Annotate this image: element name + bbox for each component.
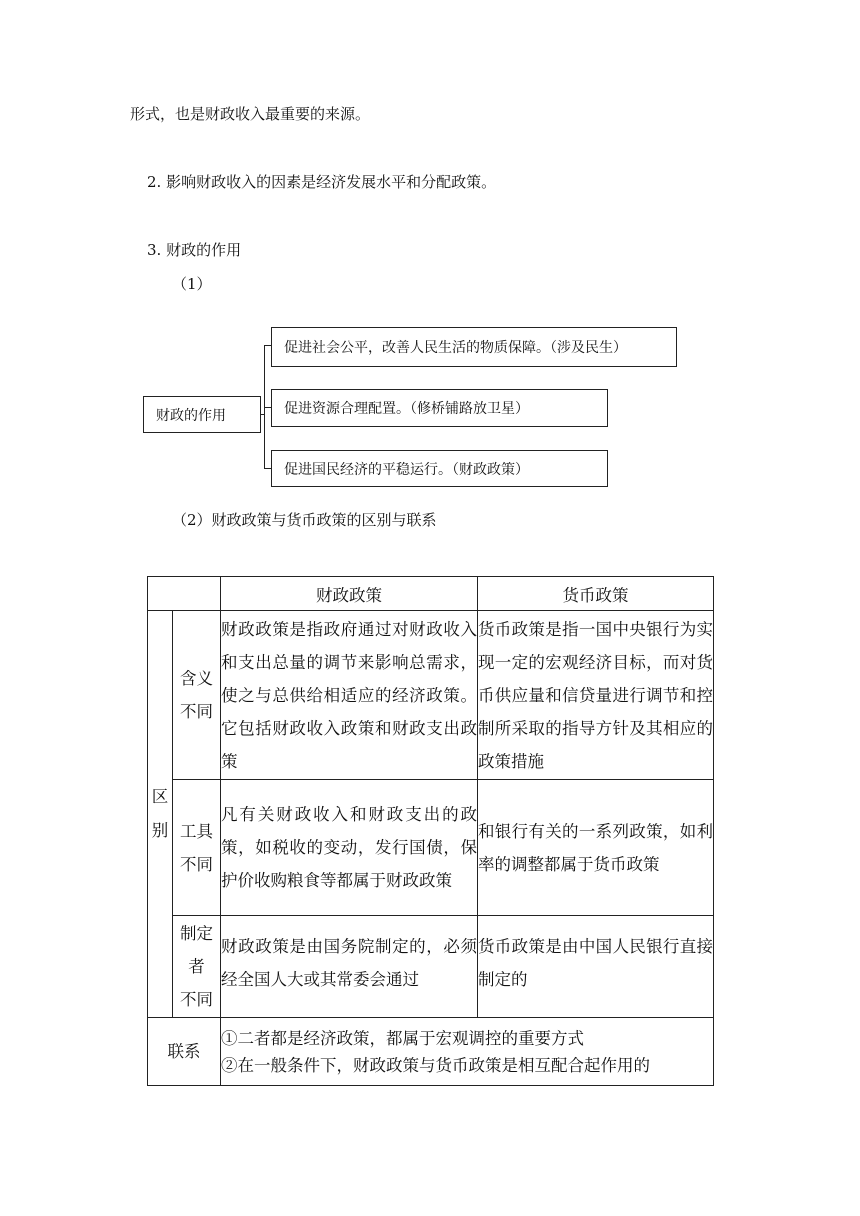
- row-label-line: 不同: [180, 702, 213, 721]
- table-row: [148, 611, 714, 780]
- row-label-line: 者: [188, 957, 205, 976]
- relation-line: ①二者都是经济政策，都属于宏观调控的重要方式: [221, 1028, 584, 1048]
- fiscal-cell: 财政政策是由国务院制定的，必须经全国人大或其常委会通过: [221, 916, 478, 1018]
- header-fiscal: 财政政策: [221, 577, 478, 611]
- point-3-heading: 3. 财政的作用: [147, 241, 242, 259]
- sub-item-2-heading: （2）财政政策与货币政策的区别与联系: [172, 511, 437, 529]
- fiscal-cell: 凡有关财政收入和财政支出的政策，如税收的变动，发行国债，保护价收购粮食等都属于财政政策: [221, 780, 478, 916]
- diagram-branch-box: 促进资源合理配置。（修桥铺路放卫星）: [271, 389, 608, 427]
- table-row: [148, 916, 714, 1018]
- relation-line: ②在一般条件下，财政政策与货币政策是相互配合起作用的: [221, 1055, 650, 1075]
- row-label: [173, 611, 221, 780]
- row-label-line: 制定: [180, 924, 213, 943]
- point-2: 2. 影响财政收入的因素是经济发展水平和分配政策。: [147, 173, 497, 191]
- difference-char: 别: [151, 821, 169, 840]
- monetary-cell: 和银行有关的一系列政策，如利率的调整都属于货币政策: [478, 780, 714, 916]
- table-header-row: [148, 577, 714, 611]
- header-monetary: 货币政策: [478, 577, 714, 611]
- comparison-table: [147, 576, 714, 1086]
- diagram-branch-box: 促进社会公平，改善人民生活的物质保障。（涉及民生）: [271, 327, 677, 367]
- monetary-cell: 货币政策是指一国中央银行为实现一定的宏观经济目标，而对货币供应量和信贷量进行调节和控制所采取的指导方针及其相应的政策措施: [478, 611, 714, 780]
- row-label-line: 不同: [180, 990, 213, 1009]
- table-row: [148, 780, 714, 916]
- table-row: [148, 1018, 714, 1086]
- relation-label: 联系: [148, 1018, 221, 1086]
- fiscal-cell: 财政政策是指政府通过对财政收入和支出总量的调节来影响总需求，使之与总供给相适应的经济政策。它包括财政收入政策和财政支出政策: [221, 611, 478, 780]
- diagram-connector: [264, 468, 271, 469]
- monetary-cell: 货币政策是由中国人民银行直接制定的: [478, 916, 714, 1018]
- row-label-line: 不同: [180, 854, 213, 874]
- row-label: [173, 916, 221, 1018]
- sub-item-1-label: （1）: [172, 275, 212, 293]
- row-label: [173, 780, 221, 916]
- header-empty-cell: [148, 577, 221, 611]
- difference-char: 区: [151, 787, 169, 806]
- row-label-line: 含义: [180, 669, 213, 688]
- diagram-connector: [264, 407, 271, 408]
- row-label-line: 工具: [180, 821, 213, 841]
- difference-label: [148, 611, 173, 1018]
- diagram-connector: [264, 345, 271, 346]
- diagram-root-box: 财政的作用: [143, 396, 261, 433]
- relation-cell: [221, 1018, 714, 1086]
- diagram-branch-box: 促进国民经济的平稳运行。（财政政策）: [271, 450, 608, 487]
- intro-paragraph-tail: 形式，也是财政收入最重要的来源。: [130, 105, 371, 123]
